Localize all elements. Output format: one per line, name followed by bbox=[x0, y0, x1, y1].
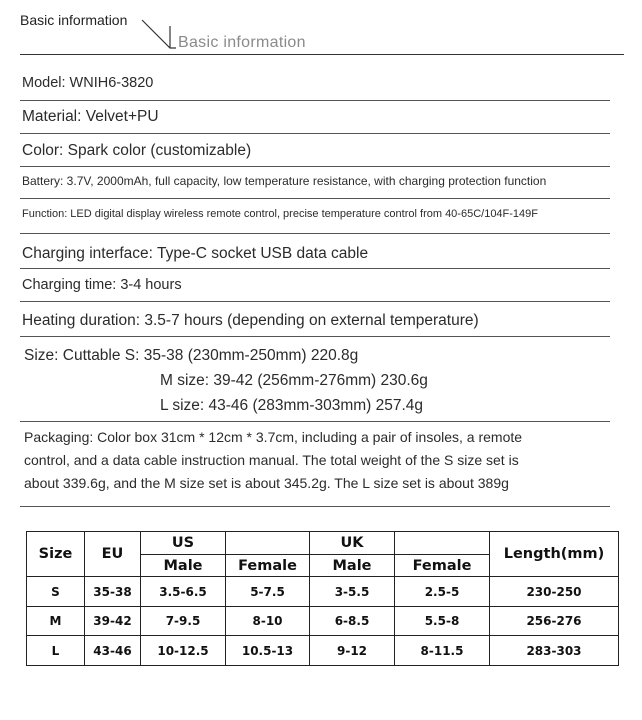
size-s-line: Size: Cuttable S: 35-38 (230mm-250mm) 220.8g bbox=[24, 347, 359, 364]
cell-uk-female: 5.5-8 bbox=[395, 607, 490, 636]
packaging-line-2: control, and a data cable instruction manual. The total weight of the S size set is bbox=[24, 452, 519, 468]
header-uk-empty bbox=[395, 532, 490, 555]
packaging-line-1: Packaging: Color box 31cm * 12cm * 3.7cm, including a pair of insoles, a remote bbox=[24, 429, 523, 445]
cell-length: 230-250 bbox=[490, 577, 619, 607]
size-chart-table bbox=[26, 531, 619, 666]
spec-material: Material: Velvet+PU bbox=[22, 108, 159, 125]
size-m-line: M size: 39-42 (256mm-276mm) 230.6g bbox=[160, 372, 428, 389]
divider bbox=[20, 198, 610, 199]
cell-us-female: 8-10 bbox=[226, 607, 310, 636]
header-divider bbox=[20, 54, 624, 55]
spec-model: Model: WNIH6-3820 bbox=[22, 75, 154, 91]
header-uk-male: Male bbox=[310, 555, 395, 577]
header-us: US bbox=[141, 532, 226, 555]
header-eu: EU bbox=[85, 532, 141, 577]
cell-us-male: 3.5-6.5 bbox=[141, 577, 226, 607]
cell-us-male: 10-12.5 bbox=[141, 636, 226, 666]
divider bbox=[20, 100, 610, 101]
pointer-line-icon bbox=[140, 18, 176, 52]
table-row bbox=[27, 636, 619, 666]
cell-us-female: 10.5-13 bbox=[226, 636, 310, 666]
spec-battery: Battery: 3.7V, 2000mAh, full capacity, low temperature resistance, with charging protection function bbox=[22, 174, 547, 188]
cell-size: S bbox=[27, 577, 85, 607]
header-us-male: Male bbox=[141, 555, 226, 577]
size-l-line: L size: 43-46 (283mm-303mm) 257.4g bbox=[160, 397, 424, 414]
divider bbox=[20, 421, 610, 422]
cell-eu: 39-42 bbox=[85, 607, 141, 636]
cell-length: 256-276 bbox=[490, 607, 619, 636]
spec-function: Function: LED digital display wireless remote control, precise temperature control from 40-65C/104F-149F bbox=[22, 208, 539, 220]
section-title-large: Basic information bbox=[178, 34, 306, 51]
header-uk: UK bbox=[310, 532, 395, 555]
cell-uk-male: 3-5.5 bbox=[310, 577, 395, 607]
cell-eu: 43-46 bbox=[85, 636, 141, 666]
cell-length: 283-303 bbox=[490, 636, 619, 666]
divider bbox=[20, 336, 610, 337]
spec-color: Color: Spark color (customizable) bbox=[22, 142, 252, 159]
spec-charging-time: Charging time: 3-4 hours bbox=[22, 277, 182, 293]
divider bbox=[20, 268, 610, 269]
table-row bbox=[27, 607, 619, 636]
divider bbox=[20, 233, 610, 234]
cell-us-male: 7-9.5 bbox=[141, 607, 226, 636]
table-row bbox=[27, 577, 619, 607]
cell-uk-male: 9-12 bbox=[310, 636, 395, 666]
cell-uk-female: 8-11.5 bbox=[395, 636, 490, 666]
cell-us-female: 5-7.5 bbox=[226, 577, 310, 607]
header-uk-female: Female bbox=[395, 555, 490, 577]
header-length: Length(mm) bbox=[490, 532, 619, 577]
spec-heating-duration: Heating duration: 3.5-7 hours (depending on external temperature) bbox=[22, 312, 479, 329]
header-size: Size bbox=[27, 532, 85, 577]
divider bbox=[20, 506, 610, 507]
cell-size: L bbox=[27, 636, 85, 666]
cell-uk-male: 6-8.5 bbox=[310, 607, 395, 636]
divider bbox=[20, 133, 610, 134]
divider bbox=[20, 301, 610, 302]
spec-charging-interface: Charging interface: Type-C socket USB data cable bbox=[22, 245, 369, 262]
cell-eu: 35-38 bbox=[85, 577, 141, 607]
cell-size: M bbox=[27, 607, 85, 636]
divider bbox=[20, 166, 610, 167]
section-title-small: Basic information bbox=[20, 12, 128, 28]
header-us-female: Female bbox=[226, 555, 310, 577]
header-us-empty bbox=[226, 532, 310, 555]
packaging-line-3: about 339.6g, and the M size set is about 345.2g. The L size set is about 389g bbox=[24, 475, 509, 491]
cell-uk-female: 2.5-5 bbox=[395, 577, 490, 607]
